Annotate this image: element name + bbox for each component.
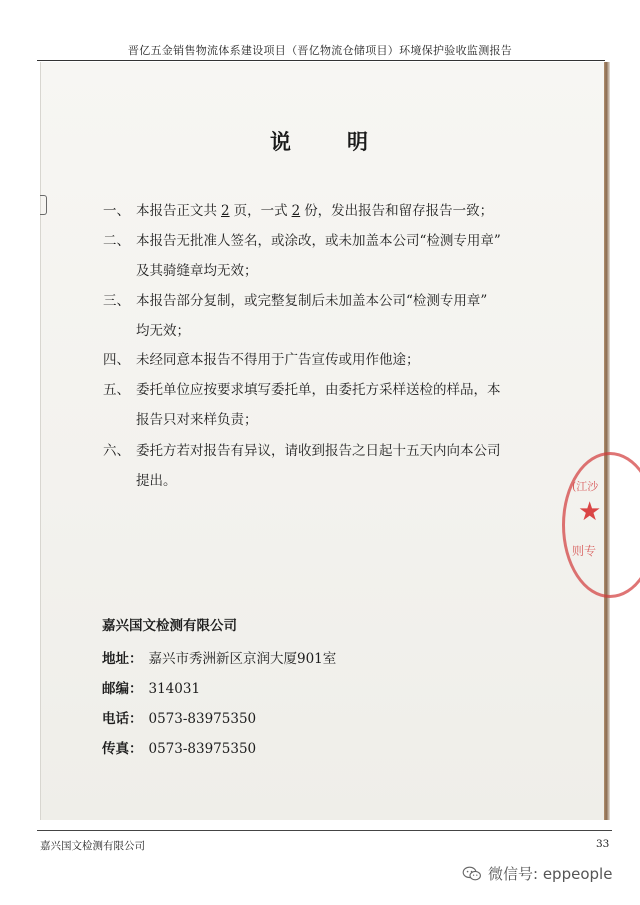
notice-item-4: [103, 345, 513, 375]
item-text-line-1: 未经同意本报告不得用于广告宣传或用作他途；: [136, 352, 420, 368]
item-text-line-2: 报告只对来样负责；: [136, 412, 258, 428]
postcode-label: 邮编：: [102, 681, 143, 697]
phone-label: 电话：: [102, 711, 143, 727]
item-number: 六、: [103, 443, 130, 459]
notice-item-2: [103, 226, 513, 286]
item-text-line-2: 及其骑缝章均无效；: [136, 263, 258, 279]
fax-label: 传真：: [102, 741, 143, 757]
item-number: 五、: [103, 382, 130, 398]
item-text-line-1: 委托单位应按要求填写委托单，由委托方采样送检的样品，本: [136, 382, 501, 398]
address-label: 地址：: [102, 651, 143, 667]
fax-value: 0573-83975350: [148, 741, 257, 757]
page-count: 2: [221, 203, 230, 219]
watermark-text: 微信号: eppeople: [488, 865, 613, 883]
seal-text-bottom: 则专: [572, 544, 597, 558]
company-postcode: [102, 677, 200, 697]
item-number: 一、: [103, 203, 130, 219]
postcode-value: 314031: [148, 681, 201, 697]
notice-item-6: [103, 436, 513, 496]
item-text-line-1: 本报告部分复制，或完整复制后未加盖本公司“检测专用章”: [136, 293, 488, 309]
item-text-line-2: 提出。: [136, 473, 177, 489]
company-address: [102, 647, 336, 667]
item-text-line-1: 委托方若对报告有异议，请收到报告之日起十五天内向本公司: [136, 443, 501, 459]
title-char-1: 说: [270, 129, 293, 154]
document-title: [0, 126, 640, 156]
company-phone: [102, 707, 256, 727]
staple-mark: [40, 195, 47, 215]
footer-divider: [37, 830, 612, 831]
report-header-title: 晋亿五金销售物流体系建设项目（晋亿物流仓储项目）环境保护验收监测报告: [127, 44, 513, 57]
item-number: 二、: [103, 233, 130, 249]
notice-item-1: [103, 196, 513, 226]
title-char-2: 明: [347, 129, 370, 154]
item-text: 本报告正文共 2 页，一式 2 份，发出报告和留存报告一致；: [136, 203, 494, 219]
company-fax: [102, 737, 256, 757]
phone-value: 0573-83975350: [148, 711, 257, 727]
seal-text-top: (江沙: [572, 480, 599, 493]
footer-company: 嘉兴国文检测有限公司: [40, 840, 145, 852]
scanned-page-edge: [604, 62, 610, 820]
page-number: 33: [596, 838, 610, 850]
header-divider: [37, 60, 605, 61]
copy-count: 2: [291, 203, 301, 219]
address-value: 嘉兴市秀洲新区京润大厦901室: [148, 651, 337, 667]
notice-item-3: [103, 286, 513, 346]
item-text-line-2: 均无效；: [136, 323, 190, 339]
notice-item-5: [103, 375, 513, 435]
item-number: 三、: [103, 293, 130, 309]
wechat-icon: [462, 866, 482, 882]
item-text-line-1: 本报告无批准人签名，或涂改，或未加盖本公司“检测专用章”: [136, 233, 501, 249]
wechat-watermark: [462, 863, 612, 884]
seal-star-icon: ★: [578, 497, 602, 527]
company-name: 嘉兴国文检测有限公司: [102, 618, 237, 634]
item-number: 四、: [103, 352, 130, 368]
